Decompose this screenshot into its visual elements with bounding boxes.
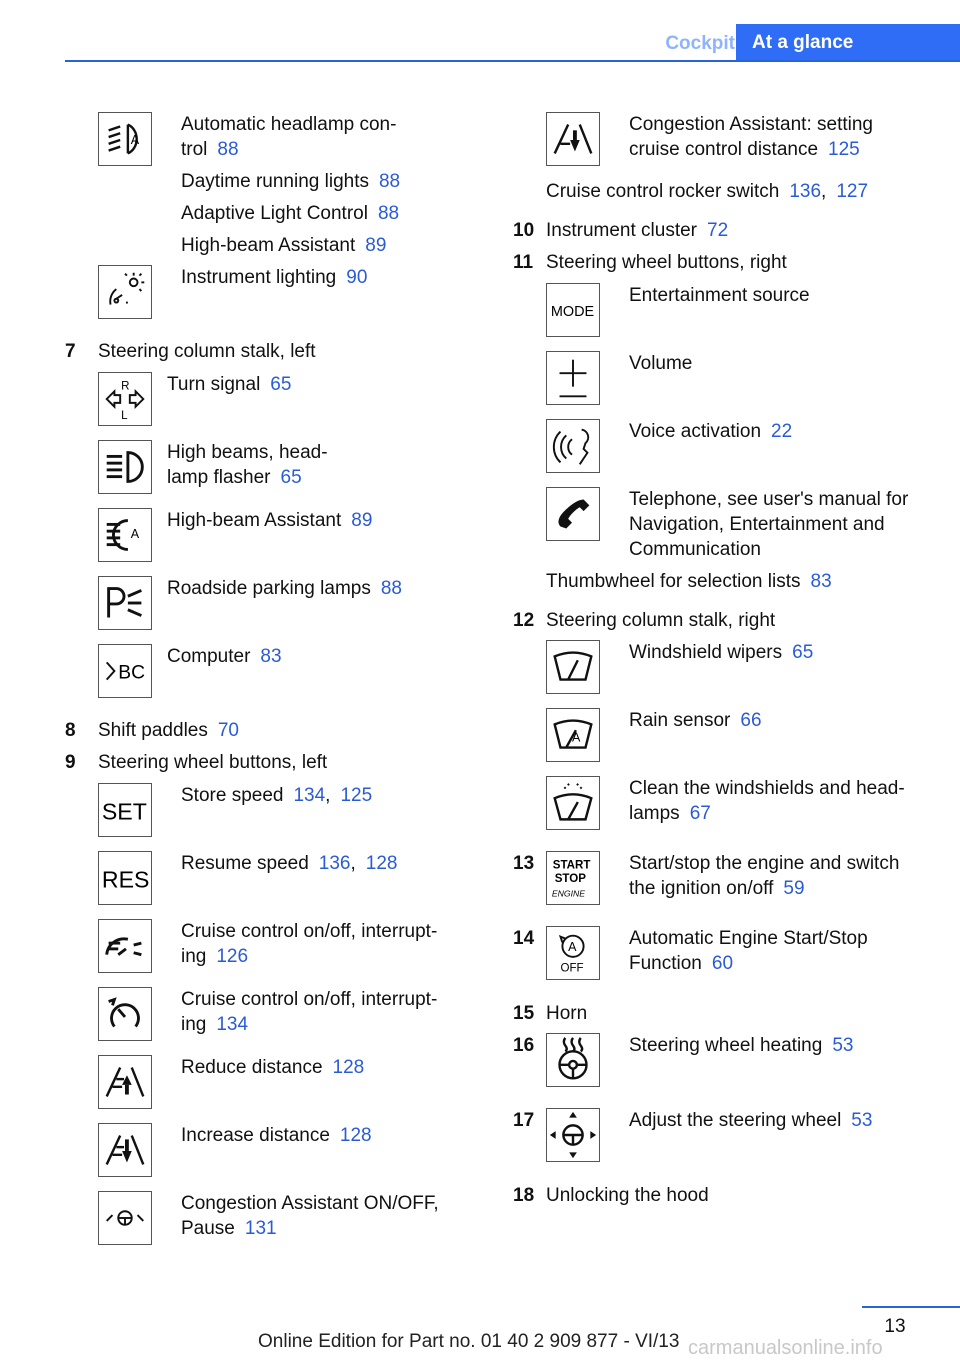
page-ref-link[interactable]: 83 [810,571,832,592]
high-beam-assistant-icon [98,508,152,562]
res-button-icon [98,851,152,905]
right-item-adjust-wheel: Adjust the steering wheel 53 [629,1110,873,1131]
congestion-assistant-icon [98,1191,152,1245]
svg-text:START: START [552,859,591,872]
cruise-control-speedo-icon [98,987,152,1041]
cruise-control-icon [98,919,152,973]
svg-text:A: A [572,730,581,745]
section-number: 13 [513,853,535,874]
section-number: 8 [65,720,76,741]
section-number: 16 [513,1035,535,1056]
mode-button-icon [546,283,600,337]
left-item-store-speed: Store speed 134, 125 [181,785,373,806]
congestion-distance-icon [546,112,600,166]
page-ref-link[interactable]: 88 [378,171,401,192]
rain-sensor-icon [546,708,600,762]
telephone-icon [546,487,600,541]
instrument-lighting-icon [98,265,152,319]
page-ref-link[interactable]: 136 [789,181,822,202]
left-item-congestion-assistant: Congestion Assistant ON/OFF, Pause 131 [181,1193,439,1239]
page-ref-link[interactable]: 72 [707,220,729,241]
page-ref-link[interactable]: 22 [771,421,793,442]
svg-text:A: A [130,132,140,147]
page-ref-link[interactable]: 128 [365,853,398,874]
svg-text:A: A [568,940,577,955]
section-title: Instrument cluster 72 [546,220,729,241]
high-beam-icon [98,440,152,494]
left-item-resume-speed: Resume speed 136, 128 [181,853,398,874]
page-ref-link[interactable]: 125 [340,785,373,806]
set-button-icon [98,783,152,837]
page-ref-link[interactable]: 65 [280,467,302,488]
right-item-congestion-distance: Congestion Assistant: setting cruise control distance 125 [629,114,873,160]
right-item-telephone: Telephone, see user's manual for Navigation, Entertainment and Communication [629,489,909,560]
svg-text:OFF: OFF [560,962,584,975]
reduce-distance-icon [98,1055,152,1109]
left-item-highbeam-assist: High-beam Assistant 89 [181,235,387,256]
page-ref-link[interactable]: 126 [216,946,249,967]
left-item-computer: Computer 83 [167,646,282,667]
page-ref-link[interactable]: 125 [828,139,860,160]
svg-text:STOP: STOP [554,872,586,885]
computer-bc-icon [98,644,152,698]
right-item-volume: Volume [629,353,693,374]
section-title: Steering wheel buttons, left [98,752,328,773]
page-ref-link[interactable]: 131 [244,1218,277,1239]
left-item-daytime: Daytime running lights 88 [181,171,401,192]
left-item-adaptive-light: Adaptive Light Control 88 [181,203,400,224]
section-number: 17 [513,1110,535,1131]
svg-text:BC: BC [118,662,146,684]
start-stop-icon [546,851,600,905]
section-number: 18 [513,1185,535,1206]
page-ref-link[interactable]: 128 [332,1057,365,1078]
right-item-windshield-wipers: Windshield wipers 65 [629,642,814,663]
section-number: 9 [65,752,76,773]
svg-text:L: L [121,410,128,423]
left-item-parking-lamps: Roadside parking lamps 88 [167,578,402,599]
parking-lamps-icon [98,576,152,630]
page-number: 13 [884,1316,906,1337]
right-item-rocker-switch: Cruise control rocker switch 136, 127 [546,181,869,202]
right-item-start-stop: Start/stop the engine and switch the ignition on/off 59 [629,853,900,899]
header-section-tab[interactable]: Cockpit [665,33,735,54]
section-number: 7 [65,341,76,362]
turn-signal-icon [98,372,152,426]
section-number: 11 [513,252,534,273]
page-ref-link[interactable]: 134 [293,785,326,806]
section-title: Steering wheel buttons, right [546,252,787,273]
windshield-wiper-icon [546,640,600,694]
header-chapter-tab[interactable]: At a glance [736,24,960,61]
increase-distance-icon [98,1123,152,1177]
svg-text:MODE: MODE [550,303,595,320]
adjust-steering-wheel-icon [546,1108,600,1162]
page-ref-link[interactable]: 88 [217,139,239,160]
left-item-auto-headlamp [181,112,396,162]
page-ref-link[interactable]: 89 [365,235,387,256]
page-ref-link[interactable]: 59 [783,878,805,899]
section-title: Steering column stalk, left [98,341,316,362]
page-ref-link[interactable]: 53 [851,1110,873,1131]
page-ref-link[interactable]: 83 [260,646,282,667]
auto-headlamp-label-cont: trol [181,139,208,160]
svg-text:A: A [130,526,140,541]
page-ref-link[interactable]: 70 [217,720,239,741]
left-item-high-beams: High beams, head- lamp flasher 65 [167,442,328,488]
page-ref-link[interactable]: 65 [270,374,292,395]
page-ref-link[interactable]: 66 [740,710,762,731]
section-number: 12 [513,610,535,631]
page-ref-link[interactable]: 134 [216,1014,249,1035]
automatic-headlamp-icon [98,112,152,166]
section-title: Unlocking the hood [546,1185,709,1206]
section-title: Horn [546,1003,588,1024]
svg-text:R: R [121,380,130,393]
page-ref-link[interactable]: 128 [339,1125,372,1146]
page-ref-link[interactable]: 127 [836,181,869,202]
steering-wheel-heating-icon [546,1033,600,1087]
left-item-instrument-lighting: Instrument lighting 90 [181,267,368,288]
right-item-wheel-heating: Steering wheel heating 53 [629,1035,854,1056]
left-item-reduce-distance: Reduce distance 128 [181,1057,365,1078]
right-item-rain-sensor: Rain sensor 66 [629,710,762,731]
section-number: 14 [513,928,535,949]
section-number: 15 [513,1003,535,1024]
footer-edition: Online Edition for Part no. 01 40 2 909 877 - VI/13 [258,1331,680,1352]
svg-text:SET: SET [101,798,147,825]
volume-plus-icon [546,351,600,405]
auto-headlamp-label: Automatic headlamp con- [181,114,397,135]
page-ref-link[interactable]: 89 [351,510,373,531]
right-item-entertainment: Entertainment source [629,285,810,306]
section-number: 10 [513,220,535,241]
section-title: Steering column stalk, right [546,610,776,631]
left-item-cruise-control-1: Cruise control on/off, interrupt- ing 126 [181,921,438,967]
section-title: Shift paddles 70 [98,720,239,741]
header-rule [65,60,960,62]
svg-text:RES: RES [101,866,150,893]
page-ref-link[interactable]: 53 [832,1035,854,1056]
voice-activation-icon [546,419,600,473]
left-item-increase-distance: Increase distance 128 [181,1125,372,1146]
washer-icon [546,776,600,830]
page-ref-link[interactable]: 136 [318,853,351,874]
page-ref-link[interactable]: 67 [689,803,711,824]
page-ref-link[interactable]: 88 [377,203,400,224]
auto-start-stop-icon [546,926,600,980]
page-ref-link[interactable]: 60 [711,953,734,974]
left-item-turn-signal: Turn signal 65 [167,374,292,395]
page-ref-link[interactable]: 90 [346,267,368,288]
watermark: carmanualsonline.info [688,1337,883,1359]
left-item-cruise-control-2: Cruise control on/off, interrupt- ing 134 [181,989,438,1035]
page-ref-link[interactable]: 65 [792,642,814,663]
right-item-auto-start-stop: Automatic Engine Start/Stop Function 60 [629,928,868,974]
left-item-high-beam-assistant: High-beam Assistant 89 [167,510,373,531]
page-ref-link[interactable]: 88 [380,578,402,599]
right-item-voice-activation: Voice activation 22 [629,421,793,442]
right-item-clean-windshields: Clean the windshields and head- lamps 67 [629,778,905,824]
footer-rule [862,1306,960,1308]
svg-text:ENGINE: ENGINE [551,888,586,899]
right-item-thumbwheel: Thumbwheel for selection lists 83 [546,571,832,592]
